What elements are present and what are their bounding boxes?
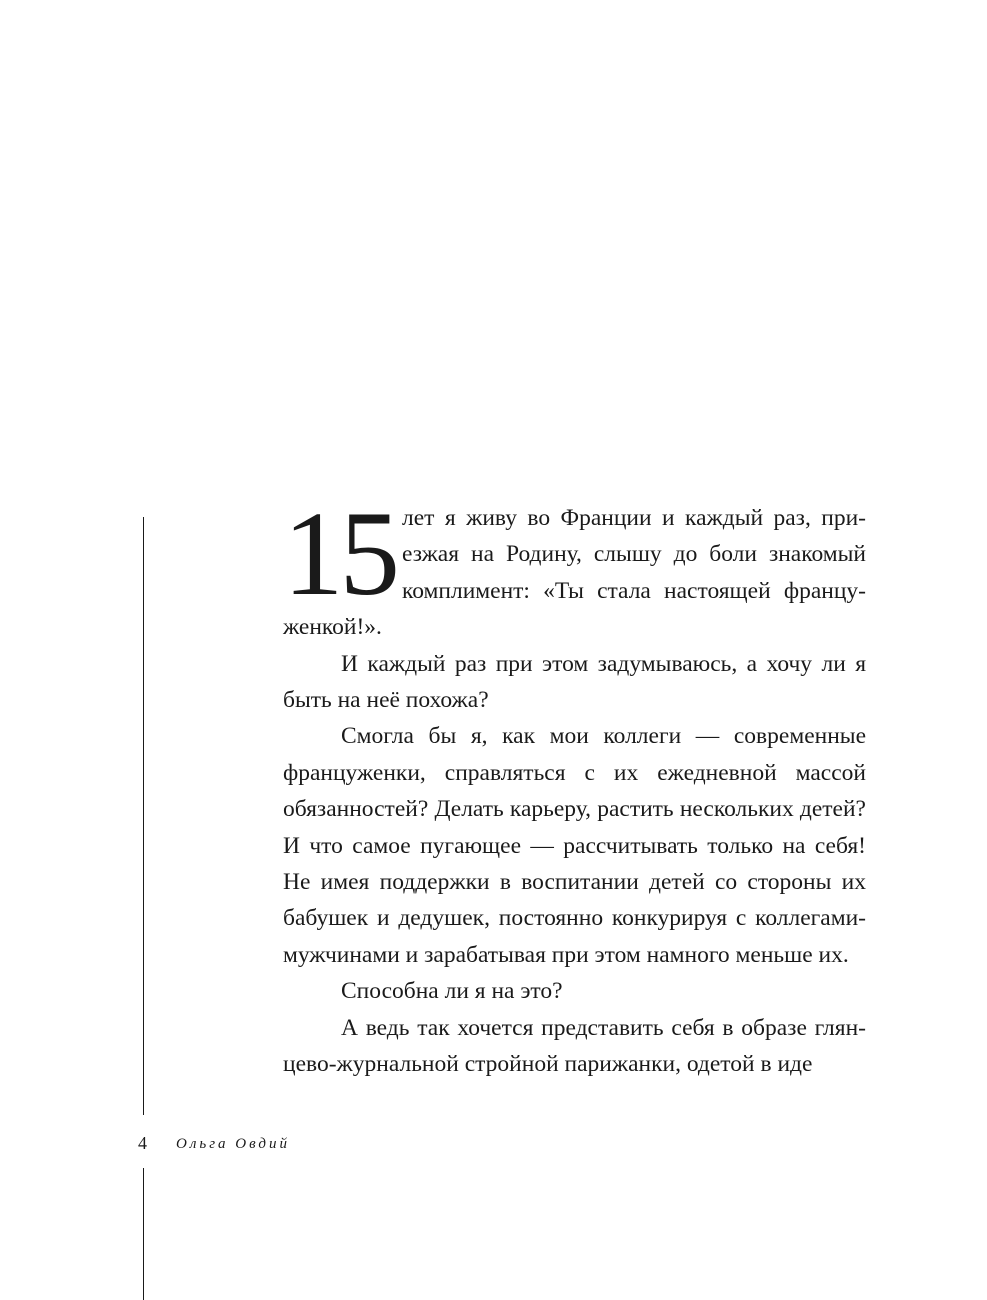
paragraph-5: А ведь так хочется представить себя в образе глянцево-журнальной стройной парижанки, одетой в иде — [283, 1014, 866, 1078]
dropcap: 15 — [283, 487, 396, 621]
paragraph-3: Смогла бы я, как мои коллеги — современные француженки, справляться с их ежедневной массой обязанностей? Делать карьеру, растить нескольких детей? И что самое пугающее — рассчитывать только на себя! Не имея поддержки в воспитании детей со стороны их бабушек и дедушек, постоянно конкурируя с коллегами-мужчинами и зарабатывая при этом намного меньше их. — [283, 723, 866, 968]
paragraph-1 — [283, 487, 866, 646]
margin-rule-upper — [143, 517, 144, 1115]
paragraph-4: Способна ли я на это? — [341, 978, 563, 1005]
running-author: Ольга Овдий — [176, 1136, 290, 1152]
body-text — [283, 487, 866, 1083]
paragraph-1-text: лет я живу во Франции и каждый раз, приезжая на Родину, слышу до боли знакомый комплимент: «Ты стала настоящей француженкой!». — [283, 505, 866, 641]
page-number: 4 — [138, 1133, 147, 1153]
margin-rule-lower — [143, 1168, 144, 1300]
paragraph-2: И каждый раз при этом задумываюсь, а хочу ли я быть на неё похожа? — [283, 650, 866, 714]
